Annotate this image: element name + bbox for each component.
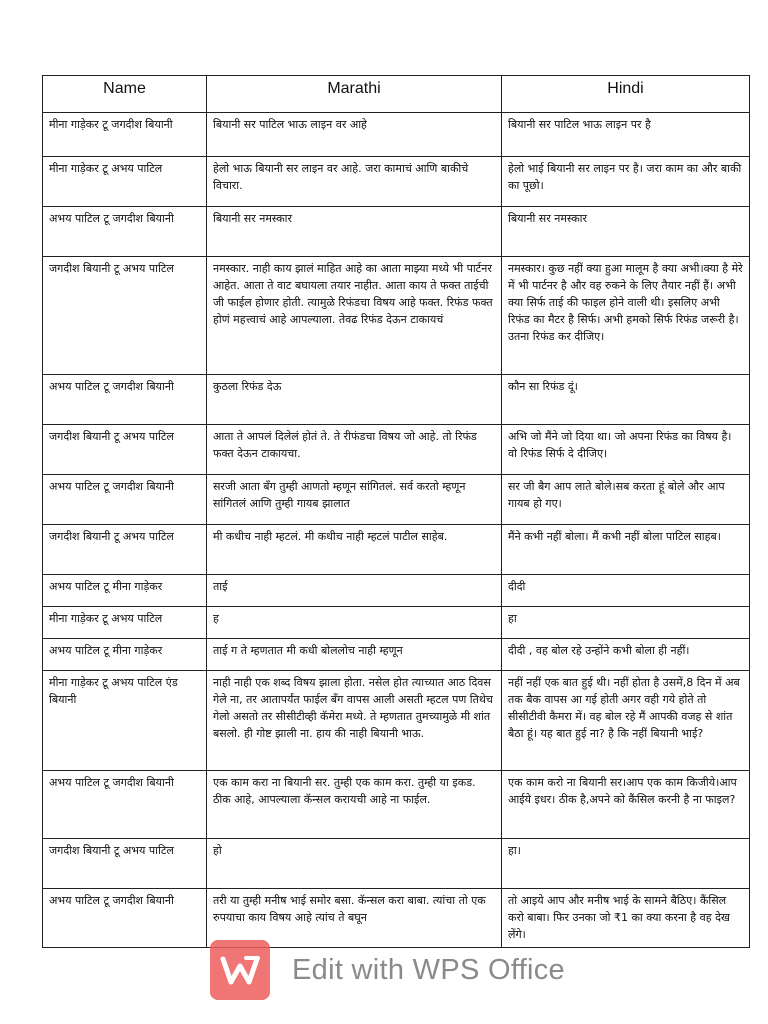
marathi-cell: नमस्कार. नाही काय झालं माहित आहे का आता माझ्या मध्ये भी पार्टनर आहेत. आता ते वाट बघायला तयार नाहीत. आता काय ते फक्त ताईची जी फाईल होणार होती. त्यामुळे रिफंडचा विषय आहे फक्त. रिफंड फक्त होणं महत्त्वाचं आहे आपल्याला. तेवढ रिफंड देऊन टाकायचं — [207, 257, 502, 375]
wps-watermark-text: Edit with WPS Office — [292, 953, 565, 986]
hindi-cell: दीदी , वह बोल रहे उन्होंने कभी बोला ही नहीं। — [502, 639, 750, 671]
table-row — [43, 475, 750, 525]
marathi-cell: नाही नाही एक शब्द विषय झाला होता. नसेल होत त्याच्यात आठ दिवस गेले ना, तर आतापर्यंत फाईल बँग वापस आली असती म्हटल पण तिथेच गेलो असतो तर सीसीटीव्ही कॅमेरा मध्ये. ते म्हणतात तुमच्यामुळे मी शांत बसलो. ही गोष्ट झाली ना. हाय की नाही बियानी भाऊ. — [207, 671, 502, 771]
table-body — [43, 113, 750, 948]
hindi-cell: नहीं नहीं एक बात हुई थी। नहीं होता है उसमें,8 दिन में अब तक बैक वापस आ गई होती अगर वही गये होते तो सीसीटीवी कैमरा में। वह बोल रहे मैं आपकी वजह से शांत बैठा हूं। यह बात हुई ना? है कि नहीं बियानी भाई? — [502, 671, 750, 771]
speaker-cell: मीना गाड़ेकर टू अभय पाटिल — [43, 607, 207, 639]
wps-watermark — [210, 940, 565, 1000]
table-row — [43, 671, 750, 771]
speaker-cell: जगदीश बियानी टू अभय पाटिल — [43, 425, 207, 475]
header-hindi: Hindi — [502, 76, 750, 113]
speaker-cell: मीना गाड़ेकर टू अभय पाटिल एंड बियानी — [43, 671, 207, 771]
hindi-cell: अभि जो मैंने जो दिया था। जो अपना रिफंड का विषय है। वो रिफंड सिर्फ दे दीजिए। — [502, 425, 750, 475]
table-row — [43, 113, 750, 157]
speaker-cell: अभय पाटिल टू जगदीश बियानी — [43, 207, 207, 257]
speaker-cell: मीना गाड़ेकर टू अभय पाटिल — [43, 157, 207, 207]
table-row — [43, 257, 750, 375]
speaker-cell: अभय पाटिल टू जगदीश बियानी — [43, 375, 207, 425]
marathi-cell: तरी या तुम्ही मनीष भाई समोर बसा. कॅन्सल करा बाबा. त्यांचा तो एक रुपयाचा काय विषय आहे त्यांच ते बघून — [207, 889, 502, 948]
table-row — [43, 525, 750, 575]
speaker-cell: जगदीश बियानी टू अभय पाटिल — [43, 525, 207, 575]
speaker-cell: अभय पाटिल टू जगदीश बियानी — [43, 889, 207, 948]
table-row — [43, 839, 750, 889]
hindi-cell: कौन सा रिफंड दूं। — [502, 375, 750, 425]
marathi-cell: आता ते आपलं दिलेलं होतं ते. ते रीफंडचा विषय जो आहे. तो रिफंड फक्त देऊन टाकायचा. — [207, 425, 502, 475]
table-row — [43, 157, 750, 207]
hindi-cell: हेलो भाई बियानी सर लाइन पर है। जरा काम का और बाकी का पूछो। — [502, 157, 750, 207]
marathi-cell: ताई ग ते म्हणतात मी कधी बोललोच नाही म्हणून — [207, 639, 502, 671]
marathi-cell: ताई — [207, 575, 502, 607]
hindi-cell: एक काम करो ना बियानी सर।आप एक काम किजीये।आप आईये इधर। ठीक है,अपने को कैंसिल करनी है ना फाइल? — [502, 771, 750, 839]
marathi-cell: बियानी सर नमस्कार — [207, 207, 502, 257]
header-name: Name — [43, 76, 207, 113]
header-row — [43, 76, 750, 113]
marathi-cell: कुठला रिफंड देऊ — [207, 375, 502, 425]
table-row — [43, 889, 750, 948]
translation-table — [42, 75, 750, 948]
speaker-cell: अभय पाटिल टू जगदीश बियानी — [43, 771, 207, 839]
table-row — [43, 575, 750, 607]
marathi-cell: हेलो भाऊ बियानी सर लाइन वर आहे. जरा कामाचं आणि बाकीचे विचारा. — [207, 157, 502, 207]
speaker-cell: मीना गाड़ेकर टू जगदीश बियानी — [43, 113, 207, 157]
hindi-cell: हा — [502, 607, 750, 639]
hindi-cell: बियानी सर नमस्कार — [502, 207, 750, 257]
hindi-cell: मैंने कभी नहीं बोला। मैं कभी नहीं बोला पाटिल साहब। — [502, 525, 750, 575]
hindi-cell: सर जी बैग आप लाते बोले।सब करता हूं बोले और आप गायब हो गए। — [502, 475, 750, 525]
marathi-cell: एक काम करा ना बियानी सर. तुम्ही एक काम करा. तुम्ही या इकड. ठीक आहे, आपल्याला कॅन्सल करायची आहे ना फाईल. — [207, 771, 502, 839]
hindi-cell: बियानी सर पाटिल भाऊ लाइन पर है — [502, 113, 750, 157]
hindi-cell: दीदी — [502, 575, 750, 607]
speaker-cell: जगदीश बियानी टू अभय पाटिल — [43, 257, 207, 375]
hindi-cell: नमस्कार। कुछ नहीं क्या हुआ मालूम है क्या अभी।क्या है मेरे में भी पार्टनर है और वह रुकने के लिए तैयार नहीं हैं। अभी क्या सिर्फ ताई की फाइल होने वाली थी। इसलिए अभी रिफंड का मैटर है सिर्फ। अभी हमको सिर्फ रिफंड जरूरी है।उतना रिफंड कर दीजिए। — [502, 257, 750, 375]
speaker-cell: अभय पाटिल टू मीना गाड़ेकर — [43, 575, 207, 607]
table-row — [43, 207, 750, 257]
speaker-cell: अभय पाटिल टू जगदीश बियानी — [43, 475, 207, 525]
marathi-cell: ह — [207, 607, 502, 639]
table-row — [43, 375, 750, 425]
speaker-cell: अभय पाटिल टू मीना गाड़ेकर — [43, 639, 207, 671]
table-row — [43, 425, 750, 475]
table-row — [43, 771, 750, 839]
hindi-cell: हा। — [502, 839, 750, 889]
marathi-cell: मी कधीच नाही म्हटलं. मी कधीच नाही म्हटलं पाटील साहेब. — [207, 525, 502, 575]
wps-office-logo-icon — [210, 940, 270, 1000]
header-marathi: Marathi — [207, 76, 502, 113]
marathi-cell: सरजी आता बँग तुम्ही आणतो म्हणून सांगितलं. सर्व करतो म्हणून सांगितलं आणि तुम्ही गायब झालात — [207, 475, 502, 525]
marathi-cell: हो — [207, 839, 502, 889]
speaker-cell: जगदीश बियानी टू अभय पाटिल — [43, 839, 207, 889]
table-row — [43, 639, 750, 671]
marathi-cell: बियानी सर पाटिल भाऊ लाइन वर आहे — [207, 113, 502, 157]
hindi-cell: तो आइये आप और मनीष भाई के सामने बैठिए। कैंसिल करो बाबा। फिर उनका जो ₹1 का क्या करना है वह देख लेंगे। — [502, 889, 750, 948]
table-row — [43, 607, 750, 639]
